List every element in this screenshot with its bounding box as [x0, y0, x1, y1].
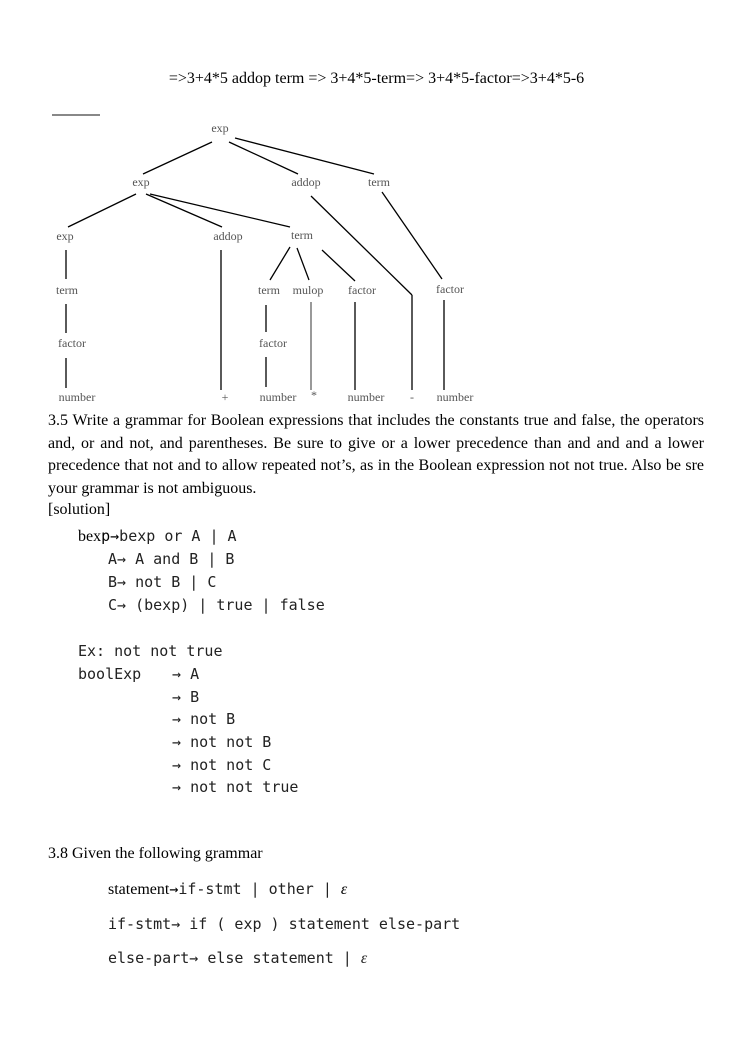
example-title: Ex: not not true [78, 642, 223, 660]
node-exp-l2: exp [56, 229, 74, 243]
leaf-number-4: number [436, 390, 474, 404]
node-addop-l1: addop [291, 175, 321, 189]
grammar-rule-else-part [108, 949, 367, 968]
question-3-8-title: 3.8 Given the following grammar [48, 845, 263, 862]
grammar-rule-a [108, 550, 234, 568]
derivation-step [172, 778, 298, 796]
step-text: not not C [190, 756, 272, 774]
rule-lhs: A [108, 550, 118, 568]
rule-lhs: if-stmt [108, 915, 172, 933]
grammar-rule-b [108, 573, 216, 591]
node-exp-root: exp [211, 121, 229, 135]
node-term-l2: term [291, 228, 313, 242]
arrow-icon: → [172, 778, 182, 796]
arrow-icon: → [189, 949, 199, 967]
leaf-star: * [311, 388, 317, 402]
step-text: not not B [190, 733, 272, 751]
leaf-number-3: number [347, 390, 385, 404]
parse-tree-figure [0, 112, 753, 412]
grammar-rule-statement [108, 880, 347, 899]
rule-lhs: B [108, 573, 118, 591]
node-addop-l2: addop [213, 229, 243, 243]
step-text: A [190, 665, 200, 683]
node-term-l1: term [368, 175, 390, 189]
arrow-icon: → [117, 550, 127, 568]
epsilon-symbol: ε [360, 950, 368, 967]
node-exp-l1: exp [132, 175, 150, 189]
rule-rhs: not B | C [126, 573, 217, 591]
derivation-step [172, 710, 235, 728]
example-lhs: boolExp [78, 665, 142, 683]
node-factor-l3a: factor [348, 283, 376, 297]
arrow-icon: → [172, 710, 182, 728]
leaf-plus: + [221, 390, 229, 404]
solution-header: [solution] [48, 501, 111, 518]
step-text: not B [190, 710, 236, 728]
question-3-5: 3.5 Write a grammar for Boolean expressions that includes the constants true and false, the operators and, or and not, and parentheses. Be sure to give or a lower precedence than and and and a lower precedence that not and to allow repeated not’s, as in the Boolean expression not not true. Also be sre your grammar is not ambiguous. [48, 412, 704, 497]
node-factor-l4b: factor [259, 336, 287, 350]
leaf-number-2: number [259, 390, 297, 404]
node-term-l3b: term [258, 283, 280, 297]
step-text: B [190, 688, 200, 706]
node-factor-l3b: factor [436, 282, 464, 296]
rule-rhs: A and B | B [126, 550, 235, 568]
rule-lhs-mono: p [101, 527, 111, 545]
arrow-icon: → [117, 596, 127, 614]
epsilon-symbol: ε [340, 881, 348, 898]
grammar-rule-if-stmt [108, 915, 460, 933]
arrow-icon: → [172, 756, 182, 774]
rule-rhs: bexp or A | A [119, 527, 237, 545]
rule-lhs: else-part [108, 949, 190, 967]
node-term-l3a: term [56, 283, 78, 297]
arrow-icon: → [172, 665, 182, 683]
derivation-step [172, 733, 271, 751]
arrow-icon: → [172, 688, 182, 706]
arrow-icon: → [172, 733, 182, 751]
leaf-minus: - [410, 390, 414, 404]
node-mulop-l3: mulop [292, 283, 324, 297]
node-factor-l4a: factor [58, 336, 86, 350]
arrow-icon: → [117, 573, 127, 591]
rule-rhs: if ( exp ) statement else-part [180, 915, 461, 933]
rule-rhs: (bexp) | true | false [126, 596, 325, 614]
rule-lhs: statement [108, 881, 170, 898]
arrow-icon: → [171, 915, 181, 933]
derivation-line: =>3+4*5 addop term => 3+4*5-term=> 3+4*5-factor=>3+4*5-6 [168, 70, 585, 87]
arrow-icon: → [169, 880, 179, 898]
rule-lhs: C [108, 596, 118, 614]
derivation-step [172, 665, 199, 683]
leaf-number-1: number [58, 390, 96, 404]
rule-rhs: if-stmt | other | [178, 880, 341, 898]
rule-rhs: else statement | [198, 949, 361, 967]
rule-lhs-serif: bex [78, 528, 102, 545]
derivation-step [172, 756, 271, 774]
step-text: not not true [190, 778, 299, 796]
grammar-rule-c [108, 596, 325, 614]
derivation-step [172, 688, 199, 706]
arrow-icon: → [110, 527, 120, 545]
grammar-rule-bexp [78, 527, 237, 546]
